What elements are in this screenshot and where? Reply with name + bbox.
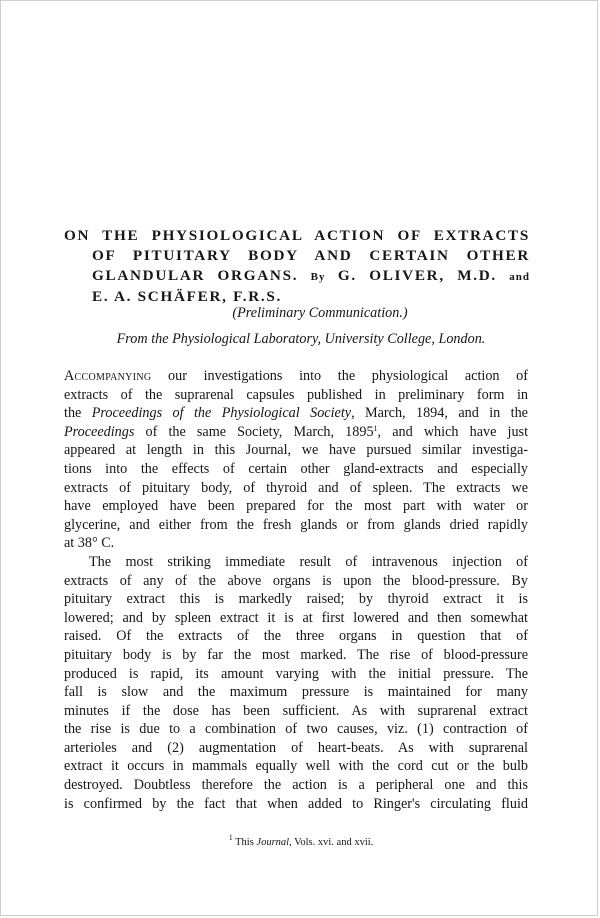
title-line-3	[64, 266, 530, 287]
p1-line-4-a: of the same Society, March, 1895	[134, 423, 374, 440]
and-label: and	[509, 271, 531, 283]
footnote-journal: Journal	[256, 837, 290, 848]
p2-line: lowered; and by spleen extract it is at first lowered and then somewhat	[64, 609, 528, 626]
p1-line-7: extracts of pituitary body, of thyroid and of spleen. The extracts we	[64, 479, 528, 496]
p1-line-4-b: , and which have just	[377, 423, 529, 440]
p2-line: The most striking immediate result of intravenous injection of	[89, 553, 528, 570]
p1-line-8: have employed have been prepared for the most part with water or	[64, 498, 528, 515]
p2-line: raised. Of the extracts of the three organs in question that of	[64, 628, 528, 645]
footnote	[1, 833, 600, 848]
p1-line-4	[64, 423, 528, 442]
p1-line-3-a: the	[64, 405, 92, 422]
footnote-pre: This	[232, 837, 257, 848]
p1-line-2: extracts of the suprarenal capsules published in preliminary form in	[64, 386, 528, 403]
p2-line: extract it occurs in mammals equally well with the cord cut or the bulb	[64, 758, 528, 775]
article-title	[64, 226, 530, 307]
p2-line: pituitary body is by far the most marked. The rise of blood-pressure	[64, 646, 528, 663]
p1-line-1	[64, 367, 528, 386]
p1-line-1-text: our investigations into the physiological action of	[151, 368, 528, 384]
footnote-mark: 1	[228, 833, 233, 842]
p2-line: fall is slow and the maximum pressure is maintained for many	[64, 684, 528, 701]
journal-title-proceedings-society: Proceedings of the Physiological Society	[91, 405, 352, 422]
subtitle: (Preliminary Communication.)	[232, 305, 408, 321]
author-schafer: E. A. SCHÄFER, F.R.S.	[92, 288, 282, 305]
p2-line: is confirmed by the fact that when added to Ringer's circulating fluid	[64, 795, 528, 812]
paragraph-1	[64, 367, 528, 553]
p2-line: pituitary extract this is markedly raised; by thyroid extract it is	[64, 591, 528, 608]
title-line-1: ON THE PHYSIOLOGICAL ACTION OF EXTRACTS	[64, 227, 530, 244]
p1-line-5: appeared at length in this Journal, we have pursued similar investiga-	[64, 442, 528, 459]
paragraph-2	[64, 553, 528, 813]
p2-line: minutes if the dose has been sufficient. As with suprarenal extract	[64, 702, 528, 719]
body-text	[64, 367, 528, 813]
p1-line-6: tions into the effects of certain other gland-extracts and especially	[64, 460, 528, 477]
p2-line: arterioles and (2) augmentation of heart-beats. As with suprarenal	[64, 739, 528, 756]
lead-word: Accompanying	[64, 368, 152, 384]
title-line-3-text: GLANDULAR ORGANS.	[92, 267, 299, 284]
p1-line-3	[64, 404, 528, 423]
author-oliver: G. OLIVER, M.D.	[337, 267, 497, 284]
footnote-post: , Vols. xvi. and xvii.	[289, 837, 374, 848]
affiliation: From the Physiological Laboratory, University College, London.	[116, 331, 486, 347]
title-line-2: OF PITUITARY BODY AND CERTAIN OTHER	[92, 247, 530, 264]
journal-title-proceedings: Proceedings	[64, 423, 135, 440]
p2-line: produced is rapid, its amount varying with the initial pressure. The	[64, 665, 528, 682]
p2-line: the rise is due to a combination of two causes, viz. (1) contraction of	[64, 721, 528, 738]
p1-line-3-b: , March, 1894, and in the	[351, 405, 528, 422]
p2-line: destroyed. Doubtless therefore the action is a peripheral one and this	[64, 777, 528, 794]
p2-line: extracts of any of the above organs is upon the blood-pressure. By	[64, 572, 528, 589]
footnote-ref[interactable]: 1	[373, 423, 378, 433]
p1-line-10: at 38° C.	[64, 535, 115, 552]
by-label: By	[310, 271, 326, 283]
p1-line-9: glycerine, and either from the fresh glands or from glands dried rapidly	[64, 516, 528, 533]
